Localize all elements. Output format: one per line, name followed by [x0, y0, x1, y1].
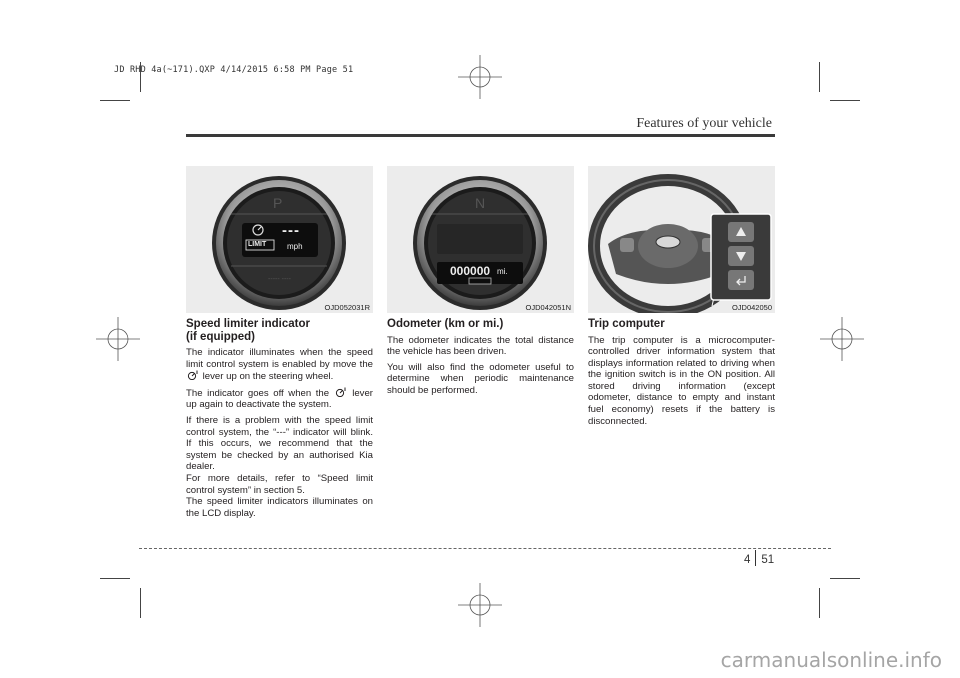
- paragraph: The speed limiter indicators illuminates on the LCD display.: [186, 496, 373, 519]
- paragraph: [186, 347, 373, 383]
- figure-code: OJD052031R: [324, 303, 370, 312]
- crop-mark: [100, 100, 130, 101]
- column-odometer: [387, 318, 574, 400]
- crop-mark: [140, 588, 141, 618]
- crop-mark: [100, 578, 130, 579]
- page-number: [744, 550, 774, 566]
- heading-line: Speed limiter indicator: [186, 318, 310, 330]
- figure-odometer: [387, 166, 574, 313]
- section-title: Features of your vehicle: [636, 116, 772, 131]
- paragraph-text: The indicator illuminates when the speed limit control system is enabled by move the: [186, 347, 373, 370]
- odometer-reading: 000000: [450, 264, 491, 278]
- figure-code: OJD042051N: [525, 303, 571, 312]
- limit-label: LIMIT: [248, 241, 267, 248]
- speed-limit-dashes: ---: [282, 222, 300, 239]
- speed-limiter-lever-icon: [335, 387, 347, 397]
- paragraph-text: The indicator goes off when the: [186, 387, 330, 399]
- figure-steering-wheel: [588, 166, 775, 313]
- paragraph: [186, 387, 373, 411]
- gauge-gear-indicator: N: [475, 195, 486, 211]
- watermark: carmanualsonline.info: [720, 648, 942, 672]
- figure-speed-limiter: [186, 166, 373, 313]
- crop-mark: [830, 578, 860, 579]
- footer-rule: [139, 548, 831, 549]
- heading-trip-computer: Trip computer: [588, 318, 665, 330]
- column-trip-computer: [588, 318, 775, 431]
- paragraph: If there is a problem with the speed limit control system, the “---” indicator will blink. If this occurs, we recommend that the system be checked by an authorised Kia dealer.: [186, 414, 373, 473]
- odometer-gauge-icon: [387, 166, 574, 313]
- odometer-unit: mi.: [497, 267, 508, 276]
- section-number: 4: [744, 554, 751, 566]
- registration-mark-right-icon: [820, 317, 864, 361]
- paragraph: The odometer indicates the total distance the vehicle has been driven.: [387, 334, 574, 358]
- registration-mark-left-icon: [96, 317, 140, 361]
- print-header: JD RHD 4a(~171).QXP 4/14/2015 6:58 PM Page 51: [114, 65, 354, 75]
- svg-text:----- ----: ----- ----: [268, 276, 291, 283]
- crop-mark: [819, 62, 820, 92]
- registration-mark-top-icon: [458, 55, 502, 99]
- figure-code: OJD042050: [731, 303, 772, 312]
- heading-speed-limiter: [186, 318, 373, 343]
- paragraph: You will also find the odometer useful to determine when periodic maintenance should be performed.: [387, 361, 574, 396]
- column-speed-limiter: [186, 318, 373, 519]
- paragraph: The trip computer is a microcomputer-controlled driver information system that displays information related to driving when the ignition switch is in the ON position. All stored driving information (except odometer, distance to empty and instant fuel economy) resets if the battery is disconnected.: [588, 334, 775, 427]
- heading-odometer: Odometer (km or mi.): [387, 318, 504, 330]
- crop-mark: [819, 588, 820, 618]
- paragraph: For more details, refer to “Speed limit control system” in section 5.: [186, 472, 373, 496]
- speed-unit: mph: [287, 242, 303, 251]
- steering-wheel-icon: [588, 166, 775, 313]
- paragraph-text: lever up on the steering wheel.: [202, 371, 334, 383]
- speed-limiter-lever-icon: [187, 370, 199, 380]
- page-number-separator: [755, 550, 756, 566]
- heading-line: (if equipped): [186, 330, 255, 343]
- crop-mark: [830, 100, 860, 101]
- paragraph-text: lever up again to deactivate the system.: [186, 387, 373, 411]
- registration-mark-bottom-icon: [458, 583, 502, 627]
- title-rule: [186, 134, 775, 137]
- speed-limiter-gauge-icon: [186, 166, 373, 313]
- page-number-value: 51: [761, 554, 775, 566]
- gauge-gear-indicator: P: [273, 195, 283, 211]
